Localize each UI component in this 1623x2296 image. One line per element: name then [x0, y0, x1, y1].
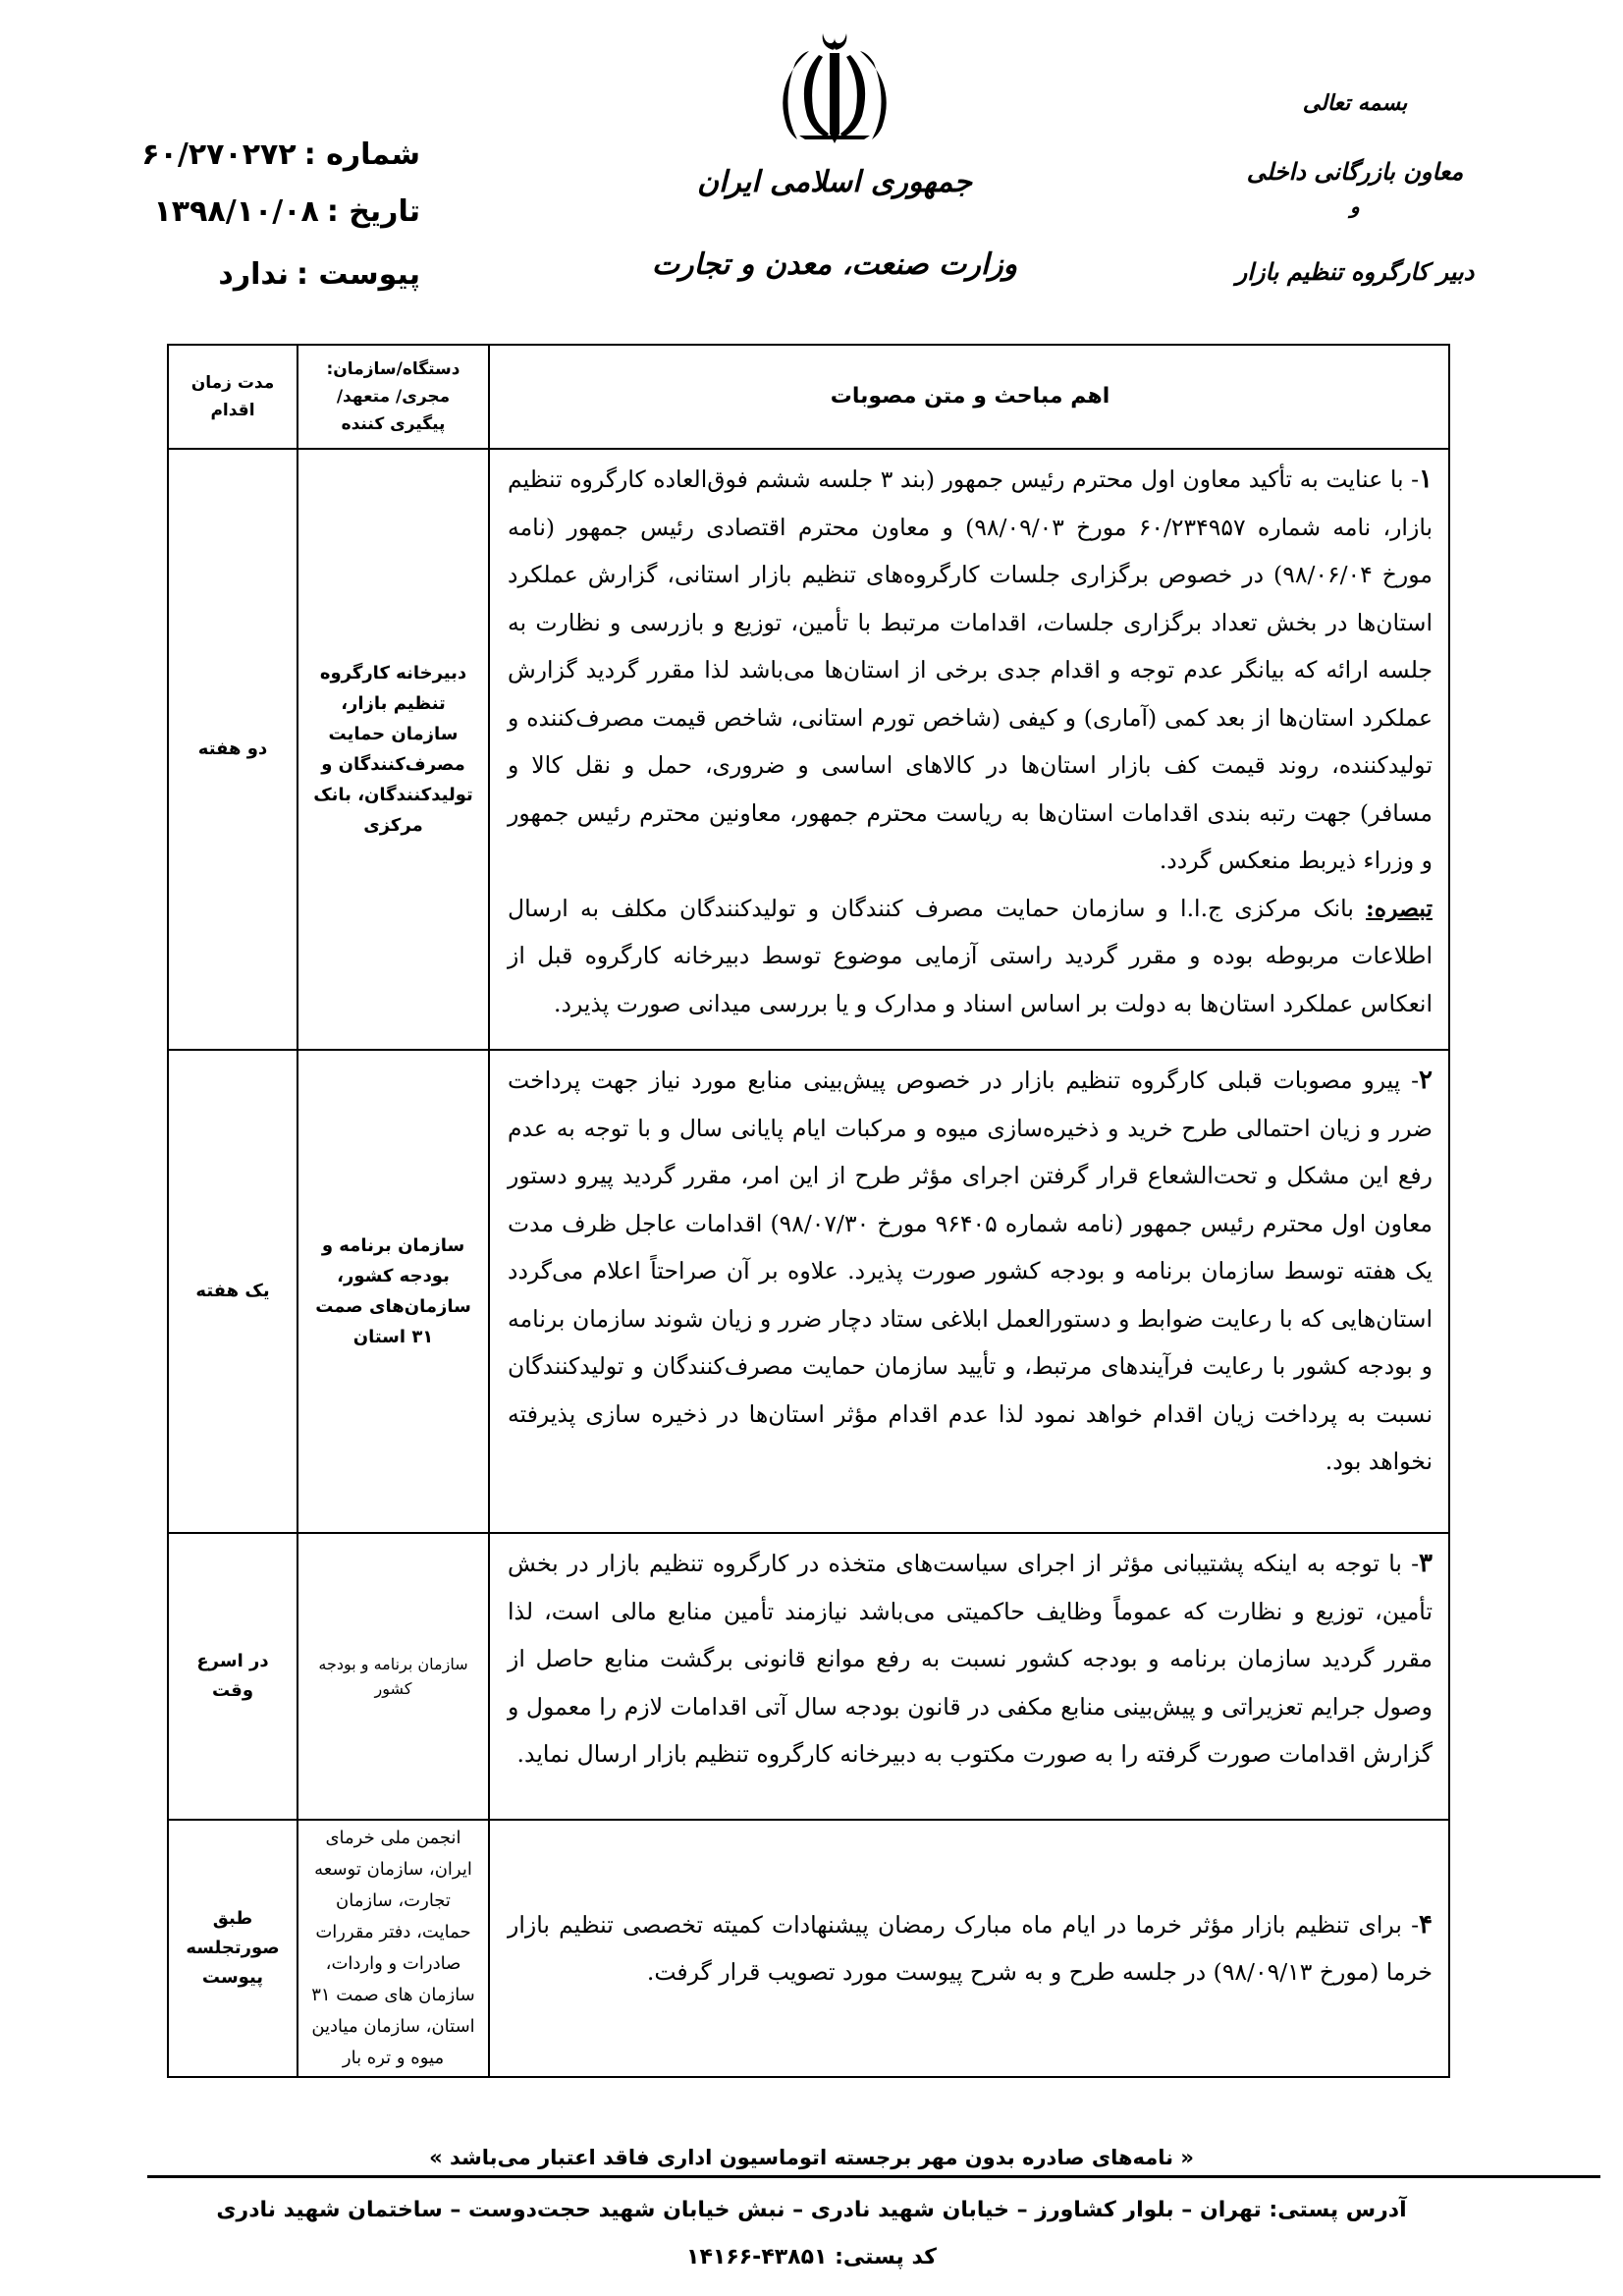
- resolution-body: - با توجه به اینکه پشتیبانی مؤثر از اجرای سیاست‌های متخذه در کارگروه تنظیم بازار در بخش تأمین، توزیع و نظارت که عموماً وظایف حاکمیتی می‌باشد نیازمند تأمین منابع مالی است، لذا مقرر گردید سازمان برنامه و بودجه کشور نسبت به رفع موانع قانونی برگشت منابع حاصل از وصول جرایم تعزیراتی و پیش‌بینی منابع مکفی در قانون بودجه سال آتی اقدامات لازم را معمول و گزارش اقدامات صورت گرفته را به صورت مکتوب به دبیرخانه کارگروه تنظیم بازار ارسال نماید.: [508, 1550, 1433, 1768]
- postal-code: کد پستی: ۴۳۸۵۱-۱۴۱۶۶: [686, 2245, 937, 2269]
- sender-title-line2: و: [1350, 194, 1360, 218]
- letter-attachment: [218, 257, 420, 292]
- letter-date-value: ۱۳۹۸/۱۰/۰۸: [153, 194, 319, 229]
- footer-divider: [147, 2175, 1600, 2178]
- responsible-org: انجمن ملی خرمای ایران، سازمان توسعه تجارت، سازمان حمایت، دفتر مقررات صادرات و واردات، سازمان های صمت ۳۱ استان، سازمان میادین میوه و تره بار: [298, 1821, 490, 2076]
- letter-attachment-value: ندارد: [218, 257, 289, 292]
- letter-attachment-label: پیوست :: [296, 257, 420, 292]
- header-org: دستگاه/سازمان: مجری/ متعهد/ پیگیری کننده: [298, 346, 490, 448]
- resolution-number: ۲: [1419, 1066, 1433, 1095]
- table-row: [169, 1051, 1448, 1534]
- letter-date: [153, 194, 420, 229]
- action-duration: در اسرع وقت: [169, 1534, 298, 1819]
- table-header-row: [169, 346, 1448, 450]
- iran-emblem-icon: [776, 27, 893, 155]
- resolution-text: [490, 1821, 1448, 2076]
- invocation: بسمه تعالی: [1302, 90, 1408, 116]
- letter-number: [141, 137, 420, 172]
- letter-number-value: ۶۰/۲۷۰۲۷۲: [141, 137, 297, 172]
- table-row: [169, 1821, 1448, 2076]
- resolution-text: [490, 1051, 1448, 1532]
- resolutions-table: [167, 344, 1450, 2078]
- responsible-org: سازمان برنامه و بودجه کشور، سازمان‌های صمت ۳۱ استان: [298, 1051, 490, 1532]
- letter-number-label: شماره :: [303, 137, 420, 172]
- postal-address: آدرس پستی: تهران – بلوار کشاورز – خیابان شهید نادری – نبش خیابان شهید حجت‌دوست – ساختمان شهید نادری: [216, 2198, 1407, 2222]
- ministry-name: وزارت صنعت، معدن و تجارت: [651, 247, 1018, 282]
- resolution-text: [490, 450, 1448, 1049]
- table-row: [169, 1534, 1448, 1821]
- sender-title-line3: دبیر کارگروه تنظیم بازار: [1235, 257, 1475, 286]
- header-main: اهم مباحث و متن مصوبات: [830, 383, 1110, 409]
- resolution-number: ۴: [1419, 1909, 1433, 1940]
- resolution-number: ۱: [1419, 465, 1433, 494]
- validity-notice: « نامه‌های صادره بدون مهر برجسته اتوماسیون اداری فاقد اعتبار می‌باشد »: [429, 2146, 1194, 2169]
- header-time: مدت زمان اقدام: [169, 346, 298, 448]
- resolution-text: [490, 1534, 1448, 1819]
- sender-title-line1: معاون بازرگانی داخلی: [1246, 157, 1464, 186]
- letter-date-label: تاریخ :: [326, 194, 420, 229]
- government-name: جمهوری اسلامی ایران: [696, 165, 973, 199]
- responsible-org: سازمان برنامه و بودجه کشور: [298, 1534, 490, 1819]
- action-duration: دو هفته: [169, 450, 298, 1049]
- table-row: [169, 450, 1448, 1051]
- note-text: بانک مرکزی ج.ا.ا و سازمان حمایت مصرف کنندگان و تولیدکنندگان مکلف به ارسال اطلاعات مربوطه بوده و مقرر گردید راستی آزمایی موضوع توسط دبیرخانه کارگروه قبل از انعکاس عملکرد استان‌ها به دولت بر اساس اسناد و مدارک و یا بررسی میدانی صورت پذیرد.: [508, 894, 1433, 1017]
- resolution-body: - پیرو مصوبات قبلی کارگروه تنظیم بازار در خصوص پیش‌بینی منابع مورد نیاز جهت پرداخت ضرر و زیان احتمالی طرح خرید و ذخیره‌سازی میوه و مرکبات ایام پایانی سال و با توجه به عدم رفع این مشکل و تحت‌الشعاع قرار گرفتن اجرای مؤثر طرح از این امر، مقرر گردید پیرو دستور معاون اول محترم رئیس جمهور (نامه شماره ۹۶۴۰۵ مورخ ۹۸/۰۷/۳۰) اقدامات عاجل ظرف مدت یک هفته توسط سازمان برنامه و بودجه کشور صورت پذیرد. علاوه بر آن صراحتاً اعلام می‌گردد استان‌هایی که با رعایت ضوابط و دستورالعمل ابلاغی ستاد دچار ضرر و زیان شوند سازمان برنامه و بودجه کشور با رعایت فرآیندهای مرتبط، و تأیید سازمان حمایت مصرف‌کنندگان و تولیدکنندگان نسبت به پرداخت زیان اقدام خواهد نمود لذا عدم اقدام مؤثر استان‌ها در ذخیره سازی پذیرفته نخواهد بود.: [508, 1066, 1434, 1475]
- action-duration: طبق صورتجلسه پیوست: [169, 1821, 298, 2076]
- resolution-number: ۳: [1419, 1549, 1433, 1578]
- responsible-org: دبیرخانه کارگروه تنظیم بازار، سازمان حمایت مصرف‌کنندگان و تولیدکنندگان، بانک مرکزی: [298, 450, 490, 1049]
- resolution-body: - با عنایت به تأکید معاون اول محترم رئیس جمهور (بند ۳ جلسه ششم فوق‌العاده کارگروه تنظیم بازار، نامه شماره ۶۰/۲۳۴۹۵۷ مورخ ۹۸/۰۹/۰۳) و معاون محترم اقتصادی رئیس جمهور (نامه مورخ ۹۸/۰۶/۰۴) در خصوص برگزاری جلسات کارگروه‌های تنظیم بازار استانی، گزارش عملکرد استان‌ها در بخش تعداد برگزاری جلسات، اقدامات مرتبط با تأمین، توزیع و بازرسی و نظارت به جلسه ارائه که بیانگر عدم توجه و اقدام جدی برخی از استان‌ها می‌باشد لذا مقرر گردید گزارش عملکرد استان‌ها از بعد کمی (آماری) و کیفی (شاخص تورم استانی، شاخص قیمت مصرف‌کننده و تولیدکننده، روند قیمت کف بازار استان‌ها در کالاهای اساسی و ضروری، حمل و نقل کالا و مسافر) جهت رتبه بندی اقدامات استان‌ها به ریاست محترم جمهور، معاونین محترم رئیس جمهور و وزراء ذیربط منعکس گردد.: [508, 465, 1434, 874]
- resolution-body: - برای تنظیم بازار مؤثر خرما در ایام ماه مبارک رمضان پیشنهادات کمیته تخصصی تنظیم بازار خرما (مورخ ۹۸/۰۹/۱۳) در جلسه طرح و به شرح پیوست مورد تصویب قرار گرفت.: [508, 1910, 1433, 1986]
- note-label: تبصره:: [1366, 894, 1433, 922]
- action-duration: یک هفته: [169, 1051, 298, 1532]
